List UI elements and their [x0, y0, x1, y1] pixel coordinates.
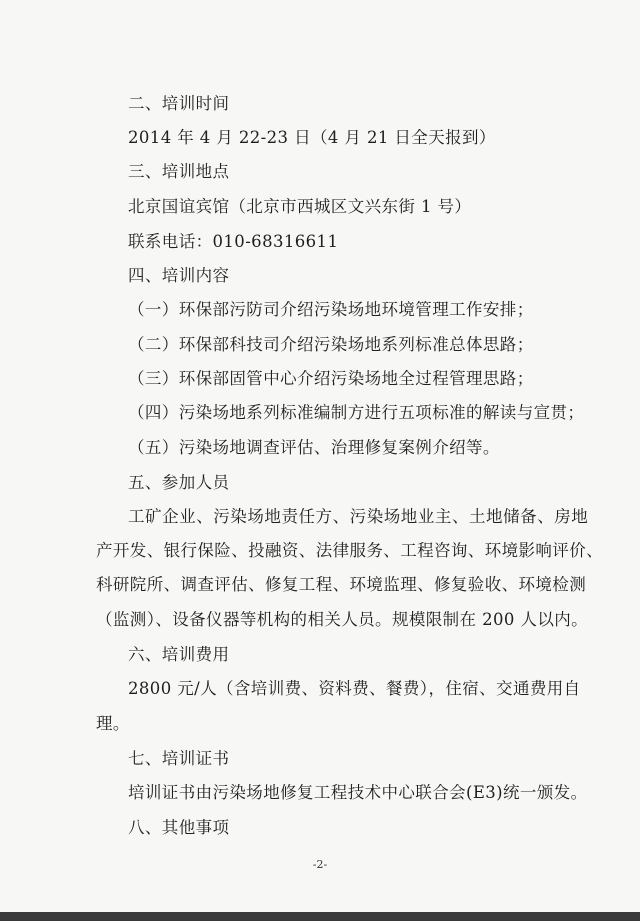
- content-item: （五）污染场地调查评估、治理修复案例介绍等。: [128, 438, 500, 457]
- fee-line: 理。: [96, 714, 130, 733]
- section-heading-certificate: 七、培训证书: [128, 749, 230, 768]
- contact-phone-text: 联系电话：010-68316611: [128, 232, 339, 251]
- content-item: （二）环保部科技司介绍污染场地系列标准总体思路；: [128, 335, 534, 354]
- certificate-text: 培训证书由污染场地修复工程技术中心联合会(E3)统一颁发。: [128, 783, 588, 802]
- training-location-text: 北京国谊宾馆（北京市西城区文兴东街 1 号）: [128, 197, 472, 216]
- content-item: （一）环保部污防司介绍污染场地环境管理工作安排；: [128, 300, 534, 319]
- participants-line: 科研院所、调查评估、修复工程、环境监理、修复验收、环境检测: [96, 575, 587, 594]
- page-number: -2-: [312, 858, 328, 871]
- section-heading-participants: 五、参加人员: [128, 473, 230, 492]
- content-item: （四）污染场地系列标准编制方进行五项标准的解读与宣贯；: [128, 403, 585, 422]
- training-time-text: 2014 年 4 月 22-23 日（4 月 21 日全天报到）: [128, 128, 496, 147]
- fee-line: 2800 元/人（含培训费、资料费、餐费），住宿、交通费用自: [128, 679, 581, 698]
- content-item: （三）环保部固管中心介绍污染场地全过程管理思路；: [128, 369, 534, 388]
- section-heading-fee: 六、培训费用: [128, 645, 230, 664]
- section-heading-time: 二、培训时间: [128, 94, 230, 113]
- section-heading-content: 四、培训内容: [128, 266, 230, 285]
- participants-line: 产开发、银行保险、投融资、法律服务、工程咨询、环境影响评价、: [96, 541, 603, 560]
- scan-bottom-edge: [0, 912, 640, 921]
- participants-line: （监测）、设备仪器等机构的相关人员。规模限制在 200 人以内。: [96, 610, 589, 629]
- section-heading-location: 三、培训地点: [128, 162, 230, 181]
- section-heading-other: 八、其他事项: [128, 818, 230, 837]
- participants-line: 工矿企业、污染场地责任方、污染场地业主、土地储备、房地: [128, 507, 589, 526]
